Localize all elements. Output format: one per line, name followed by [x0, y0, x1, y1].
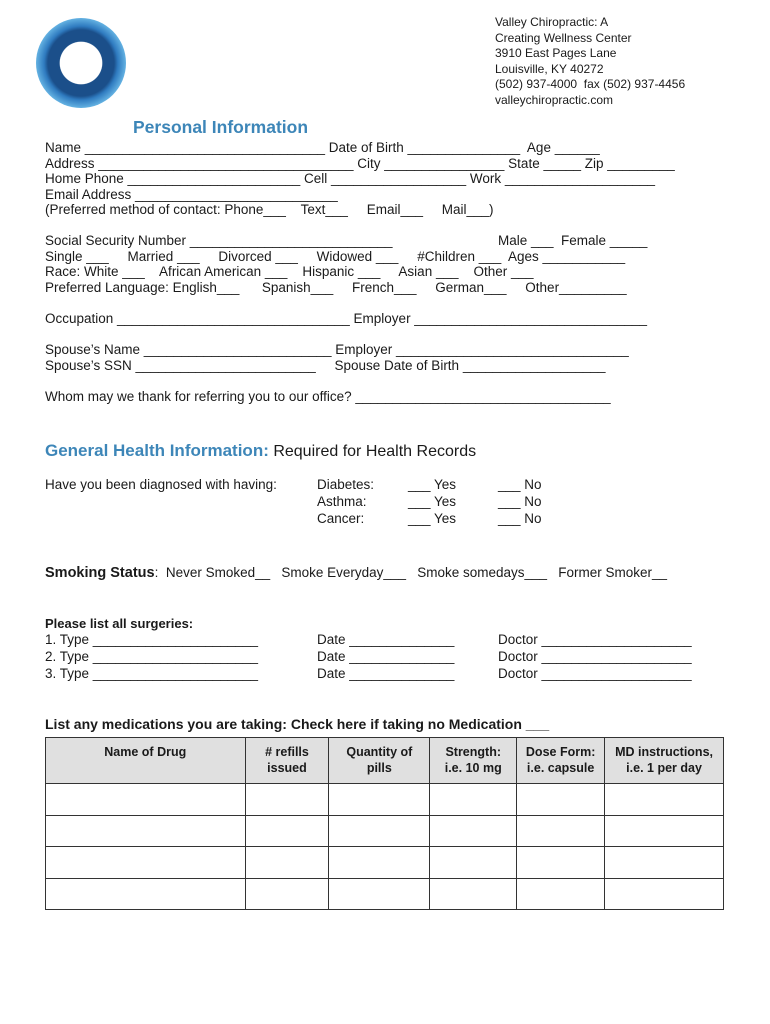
table-row [46, 784, 724, 816]
phone-line[interactable]: Home Phone _______________________ Cell __________________ Work ____________________ [45, 171, 656, 186]
cancer-no[interactable]: ___ No [498, 511, 542, 526]
health-heading-title: General Health Information: [45, 441, 269, 460]
practice-tagline: Creating Wellness Center [495, 30, 632, 45]
spouse-name-line[interactable]: Spouse’s Name _________________________ Employer _______________________________ [45, 342, 629, 357]
cancer-yes[interactable]: ___ Yes [408, 511, 457, 526]
practice-street: 3910 East Pages Lane [495, 46, 617, 60]
practice-website: valleychiropractic.com [495, 92, 614, 107]
health-heading-subtitle: Required for Health Records [268, 443, 477, 460]
condition-diabetes: Diabetes: [317, 477, 375, 492]
table-cell[interactable] [430, 878, 517, 910]
language-line[interactable]: Preferred Language: English___ Spanish___ French___ German___ Other_________ [45, 279, 627, 295]
table-cell[interactable] [605, 784, 724, 816]
table-cell[interactable] [430, 784, 517, 816]
surgery-date-3[interactable]: Date ______________ [317, 666, 455, 681]
smoking-status-label: Smoking Status [45, 565, 155, 581]
table-row [46, 815, 724, 847]
table-cell[interactable] [430, 847, 517, 879]
practice-name: Valley Chiropractic: A [495, 15, 609, 29]
table-cell[interactable] [46, 878, 246, 910]
race-line[interactable]: Race: White ___ African American ___ Hispanic ___ Asian ___ Other ___ [45, 264, 534, 279]
table-cell[interactable] [605, 847, 724, 879]
spouse-ssn-line[interactable]: Spouse’s SSN ________________________ Spouse Date of Birth ___________________ [45, 357, 606, 373]
practice-city-state: Louisville, KY 40272 [495, 61, 604, 76]
medications-table [45, 737, 724, 910]
gender-line[interactable]: Male ___ Female _____ [498, 233, 648, 248]
table-cell[interactable] [46, 784, 246, 816]
table-cell[interactable] [245, 878, 329, 910]
clinic-logo [36, 18, 126, 108]
surgery-date-2[interactable]: Date ______________ [317, 649, 455, 664]
col-md-instructions: MD instructions, i.e. 1 per day [605, 738, 724, 784]
marital-status-line[interactable]: Single ___ Married ___ Divorced ___ Widowed ___ #Children ___ Ages ___________ [45, 248, 626, 264]
practice-phone-fax: (502) 937-4000 fax (502) 937-4456 [495, 77, 686, 91]
medications-header-row [46, 738, 724, 784]
col-strength: Strength: i.e. 10 mg [430, 738, 517, 784]
smoking-status-line[interactable] [45, 565, 667, 581]
table-cell[interactable] [329, 784, 430, 816]
diagnosis-question: Have you been diagnosed with having: [45, 477, 277, 492]
email-line[interactable]: Email Address ___________________________ [45, 186, 338, 202]
contact-method-line[interactable]: (Preferred method of contact: Phone___ Text___ Email___ Mail___) [45, 202, 494, 217]
surgery-type-3[interactable]: 3. Type ______________________ [45, 666, 258, 681]
table-cell[interactable] [517, 815, 605, 847]
table-cell[interactable] [245, 847, 329, 879]
col-refills: # refills issued [245, 738, 329, 784]
table-row [46, 847, 724, 879]
table-cell[interactable] [605, 878, 724, 910]
table-cell[interactable] [605, 815, 724, 847]
surgery-type-1[interactable]: 1. Type ______________________ [45, 632, 258, 647]
table-cell[interactable] [245, 815, 329, 847]
asthma-no[interactable]: ___ No [498, 494, 542, 509]
table-cell[interactable] [329, 847, 430, 879]
referral-line[interactable]: Whom may we thank for referring you to our office? __________________________________ [45, 388, 611, 404]
col-quantity: Quantity of pills [329, 738, 430, 784]
medications-heading[interactable]: List any medications you are taking: Check here if taking no Medication ___ [45, 716, 550, 732]
table-cell[interactable] [517, 784, 605, 816]
address-line[interactable]: Address __________________________________ City ________________ State _____ Zip _________ [45, 155, 675, 171]
ssn-line[interactable]: Social Security Number ___________________________ [45, 233, 393, 248]
surgery-date-1[interactable]: Date ______________ [317, 632, 455, 647]
table-row [46, 878, 724, 910]
condition-asthma: Asthma: [317, 494, 367, 509]
diabetes-yes[interactable]: ___ Yes [408, 477, 457, 492]
table-cell[interactable] [329, 815, 430, 847]
col-name-of-drug: Name of Drug [46, 738, 246, 784]
surgeries-heading: Please list all surgeries: [45, 616, 194, 631]
personal-info-heading: Personal Information [133, 117, 309, 137]
surgery-doctor-1[interactable]: Doctor ____________________ [498, 632, 692, 647]
table-cell[interactable] [245, 784, 329, 816]
diabetes-no[interactable]: ___ No [498, 477, 542, 492]
table-cell[interactable] [430, 815, 517, 847]
surgery-doctor-2[interactable]: Doctor ____________________ [498, 649, 692, 664]
table-cell[interactable] [329, 878, 430, 910]
condition-cancer: Cancer: [317, 511, 365, 526]
health-heading [45, 441, 476, 461]
col-dose-form: Dose Form: i.e. capsule [517, 738, 605, 784]
table-cell[interactable] [46, 847, 246, 879]
surgery-doctor-3[interactable]: Doctor ____________________ [498, 666, 692, 681]
table-cell[interactable] [517, 878, 605, 910]
occupation-line[interactable]: Occupation _______________________________ Employer _______________________________ [45, 311, 648, 326]
smoking-status-options[interactable]: : Never Smoked__ Smoke Everyday___ Smoke somedays___ Former Smoker__ [154, 565, 668, 580]
table-cell[interactable] [517, 847, 605, 879]
surgery-type-2[interactable]: 2. Type ______________________ [45, 649, 258, 664]
asthma-yes[interactable]: ___ Yes [408, 494, 457, 509]
table-cell[interactable] [46, 815, 246, 847]
name-dob-age-line[interactable]: Name ________________________________ Date of Birth _______________ Age ______ [45, 140, 600, 155]
